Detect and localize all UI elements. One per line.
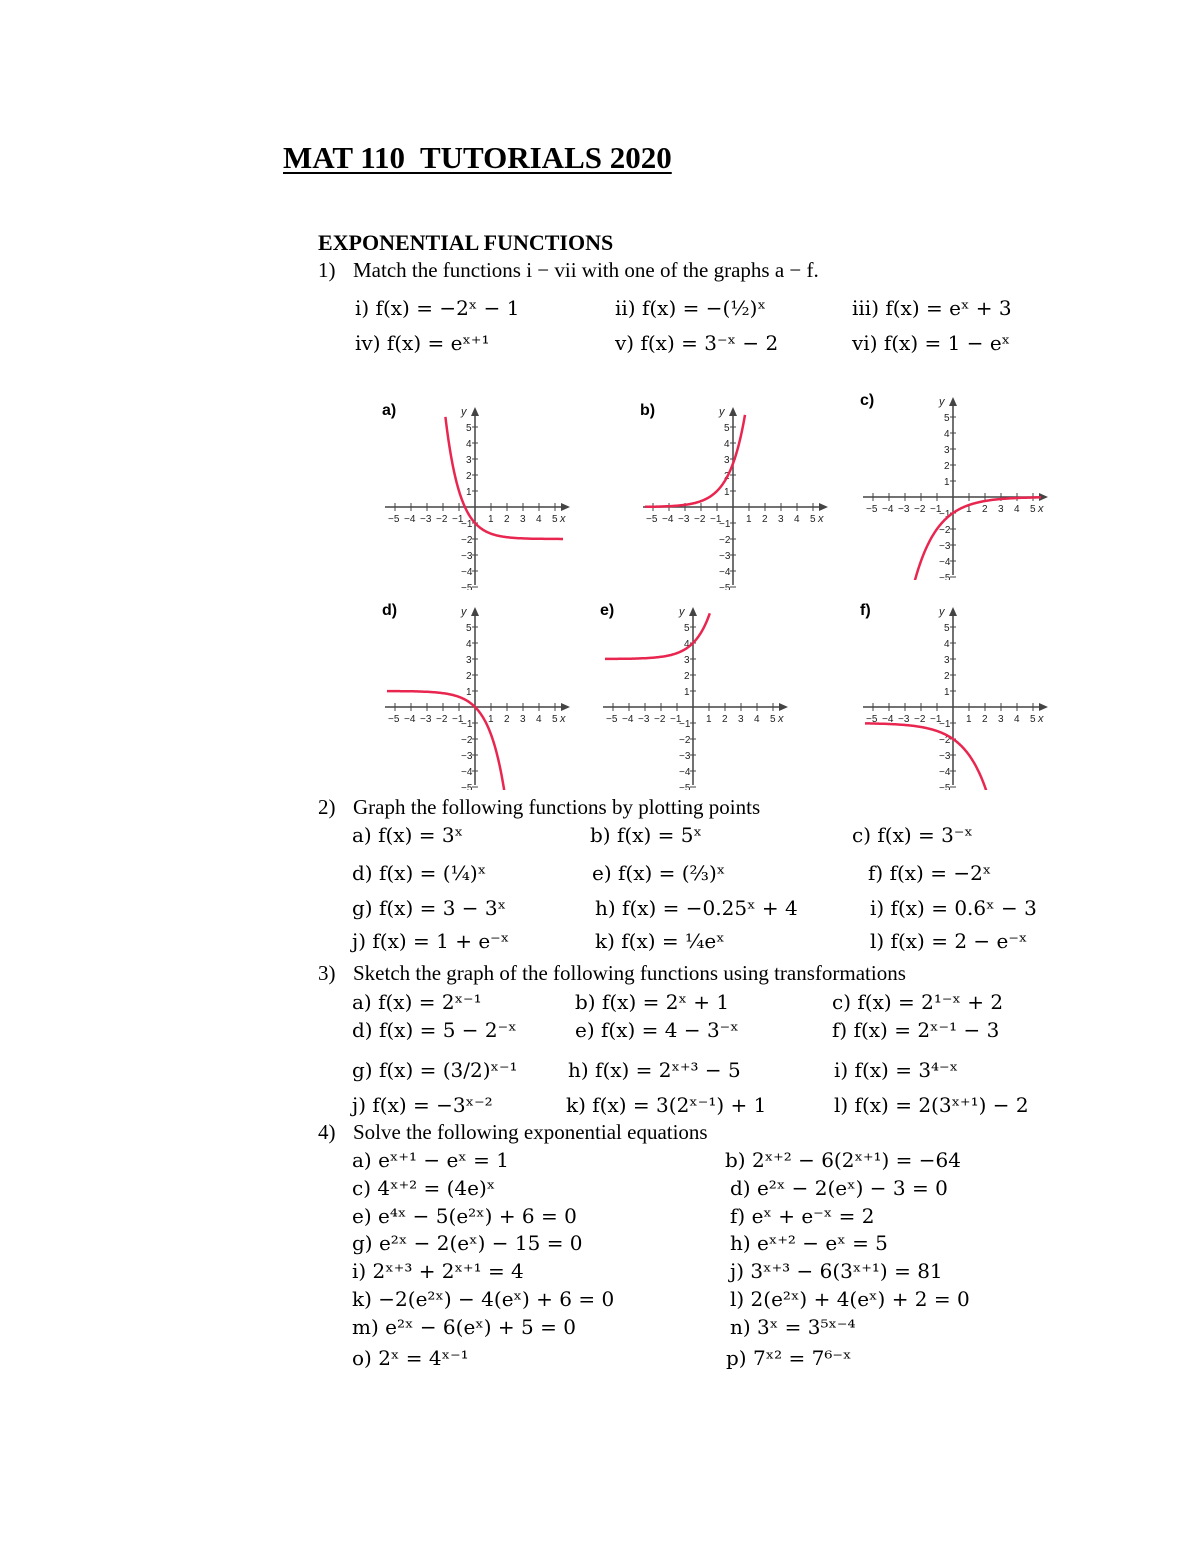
graph-axes [385, 606, 570, 790]
y-axis-label: y [461, 406, 467, 418]
y-tick-label: −1 [679, 719, 691, 730]
x-tick-label: −2 [436, 714, 448, 725]
y-tick-label: −3 [719, 551, 731, 562]
q2-item-c: c) f(x) = 3⁻ˣ [852, 823, 973, 847]
q3-item-b: b) f(x) = 2ˣ + 1 [575, 990, 730, 1014]
q4-item-j: j) 3ˣ⁺³ − 6(3ˣ⁺¹) = 81 [730, 1259, 943, 1283]
x-tick-label: −1 [670, 714, 682, 725]
y-tick-label: 1 [944, 477, 950, 488]
x-tick-label: −4 [882, 504, 894, 515]
y-tick-label: 2 [466, 671, 472, 682]
q4-item-c: c) 4ˣ⁺² = (4e)ˣ [352, 1176, 496, 1200]
x-tick-label: −3 [898, 714, 910, 725]
graph-a [380, 395, 580, 595]
x-tick-label: 3 [520, 514, 526, 525]
graph-axes [643, 406, 828, 590]
q2-item-g: g) f(x) = 3 − 3ˣ [352, 896, 507, 920]
q3-item-k: k) f(x) = 3(2ˣ⁻¹) + 1 [566, 1093, 767, 1117]
q1-item-ii: ii) f(x) = −(½)ˣ [615, 296, 766, 320]
q1-item-vi: vi) f(x) = 1 − eˣ [852, 331, 1011, 355]
graph-label: b) [640, 402, 656, 419]
q1-item-iv: iv) f(x) = eˣ⁺¹ [355, 331, 490, 355]
y-tick-label: −5 [461, 583, 473, 590]
y-tick-label: 3 [466, 455, 472, 466]
y-tick-label: −3 [939, 751, 951, 762]
y-tick-label: 3 [944, 445, 950, 456]
x-tick-label: −4 [404, 514, 416, 525]
x-tick-label: −4 [882, 714, 894, 725]
y-tick-label: 5 [944, 413, 950, 424]
y-tick-label: 4 [684, 639, 690, 650]
graph-d [380, 595, 580, 795]
question-number: 2) [318, 795, 336, 819]
graph-curve [605, 613, 710, 659]
x-tick-label: 5 [810, 514, 816, 525]
x-axis-label: x [560, 713, 566, 725]
y-tick-label: 2 [724, 471, 730, 482]
q4-item-a: a) eˣ⁺¹ − eˣ = 1 [352, 1148, 509, 1172]
question-text: Sketch the graph of the following functions using transformations [353, 961, 906, 985]
x-tick-label: −4 [662, 514, 674, 525]
x-tick-label: 1 [966, 504, 972, 515]
x-tick-label: −2 [914, 714, 926, 725]
y-tick-label: −3 [461, 751, 473, 762]
x-tick-label: 1 [488, 514, 494, 525]
y-tick-label: 4 [944, 429, 950, 440]
q3-item-i: i) f(x) = 3⁴⁻ˣ [834, 1058, 959, 1082]
question-text: Match the functions i − vii with one of the graphs a − f. [353, 258, 819, 282]
graph-c [858, 385, 1058, 585]
x-axis-label: x [1038, 503, 1044, 515]
x-tick-label: 1 [746, 514, 752, 525]
q2-item-b: b) f(x) = 5ˣ [590, 823, 702, 847]
y-tick-label: 1 [466, 687, 472, 698]
x-tick-label: −1 [452, 514, 464, 525]
y-tick-label: −5 [679, 783, 691, 790]
y-axis-label: y [719, 406, 725, 418]
graph-curve [645, 415, 745, 507]
y-tick-label: −2 [461, 735, 473, 746]
y-tick-label: −5 [719, 583, 731, 590]
question-number: 4) [318, 1120, 336, 1144]
x-tick-label: 2 [762, 514, 768, 525]
question-text: Graph the following functions by plotting points [353, 795, 761, 819]
x-tick-label: −5 [606, 714, 618, 725]
graph-axes [863, 396, 1048, 580]
y-tick-label: −1 [719, 519, 731, 530]
x-tick-label: −5 [388, 514, 400, 525]
x-tick-label: −5 [646, 514, 658, 525]
q3-item-h: h) f(x) = 2ˣ⁺³ − 5 [568, 1058, 741, 1082]
q4-item-i: i) 2ˣ⁺³ + 2ˣ⁺¹ = 4 [352, 1259, 524, 1283]
y-tick-label: −4 [679, 767, 691, 778]
y-tick-label: −5 [939, 573, 951, 580]
q3-item-d: d) f(x) = 5 − 2⁻ˣ [352, 1018, 517, 1042]
x-tick-label: −3 [898, 504, 910, 515]
y-tick-label: −4 [719, 567, 731, 578]
y-tick-label: 2 [684, 671, 690, 682]
x-tick-label: −5 [388, 714, 400, 725]
q2-item-j: j) f(x) = 1 + e⁻ˣ [352, 929, 510, 953]
q4-item-h: h) eˣ⁺² − eˣ = 5 [730, 1231, 888, 1255]
q4-item-l: l) 2(e²ˣ) + 4(eˣ) + 2 = 0 [730, 1287, 970, 1311]
y-tick-label: −4 [939, 767, 951, 778]
x-tick-label: −1 [710, 514, 722, 525]
y-tick-label: −1 [461, 519, 473, 530]
y-axis-label: y [939, 606, 945, 618]
question-number: 1) [318, 258, 336, 282]
x-tick-label: −3 [678, 514, 690, 525]
graph-axes [863, 606, 1048, 790]
question-text: Solve the following exponential equations [353, 1120, 708, 1144]
x-tick-label: 4 [536, 514, 542, 525]
y-tick-label: −4 [461, 767, 473, 778]
q2-item-l: l) f(x) = 2 − e⁻ˣ [870, 929, 1028, 953]
q4-item-p: p) 7ˣ² = 7⁶⁻ˣ [726, 1346, 852, 1370]
section-heading: EXPONENTIAL FUNCTIONS [318, 230, 614, 255]
y-tick-label: −2 [939, 525, 951, 536]
q4-item-d: d) e²ˣ − 2(eˣ) − 3 = 0 [730, 1176, 948, 1200]
graph-label: f) [860, 602, 871, 619]
x-tick-label: −2 [914, 504, 926, 515]
x-tick-label: −4 [404, 714, 416, 725]
page-title: MAT 110 TUTORIALS 2020 [283, 140, 672, 175]
q4-item-e: e) e⁴ˣ − 5(e²ˣ) + 6 = 0 [352, 1204, 577, 1228]
x-tick-label: 3 [998, 504, 1004, 515]
y-tick-label: 2 [944, 671, 950, 682]
y-tick-label: 3 [724, 455, 730, 466]
graph-label: e) [600, 602, 615, 619]
graph-curve [387, 691, 505, 790]
y-tick-label: 5 [944, 623, 950, 634]
y-tick-label: 2 [466, 471, 472, 482]
x-tick-label: 5 [552, 514, 558, 525]
x-tick-label: 2 [504, 514, 510, 525]
y-axis-label: y [679, 606, 685, 618]
x-axis-label: x [818, 513, 824, 525]
question-number: 3) [318, 961, 336, 985]
q3-item-l: l) f(x) = 2(3ˣ⁺¹) − 2 [834, 1093, 1029, 1117]
y-axis-label: y [461, 606, 467, 618]
y-tick-label: −1 [939, 509, 951, 520]
y-tick-label: 1 [466, 487, 472, 498]
y-tick-label: −3 [679, 751, 691, 762]
x-axis-label: x [778, 713, 784, 725]
y-tick-label: 4 [944, 639, 950, 650]
y-tick-label: 3 [466, 655, 472, 666]
x-tick-label: −1 [930, 504, 942, 515]
graph-f [858, 595, 1058, 795]
y-tick-label: −5 [461, 783, 473, 790]
y-tick-label: 3 [944, 655, 950, 666]
y-tick-label: 1 [684, 687, 690, 698]
x-tick-label: 2 [982, 714, 988, 725]
y-tick-label: 5 [724, 423, 730, 434]
y-tick-label: −1 [461, 719, 473, 730]
graph-e [598, 595, 798, 795]
q1-item-i: i) f(x) = −2ˣ − 1 [355, 296, 520, 320]
x-tick-label: 3 [998, 714, 1004, 725]
q4-item-f: f) eˣ + e⁻ˣ = 2 [730, 1204, 875, 1228]
y-tick-label: 3 [684, 655, 690, 666]
x-tick-label: −5 [866, 714, 878, 725]
x-tick-label: 4 [794, 514, 800, 525]
x-tick-label: −4 [622, 714, 634, 725]
x-tick-label: 5 [552, 714, 558, 725]
y-tick-label: −2 [461, 535, 473, 546]
x-tick-label: 5 [1030, 714, 1036, 725]
x-tick-label: −3 [420, 514, 432, 525]
x-tick-label: 4 [1014, 504, 1020, 515]
q2-item-e: e) f(x) = (⅔)ˣ [592, 861, 726, 885]
y-tick-label: −5 [939, 783, 951, 790]
x-tick-label: 5 [1030, 504, 1036, 515]
q3-item-f: f) f(x) = 2ˣ⁻¹ − 3 [832, 1018, 1000, 1042]
q2-item-f: f) f(x) = −2ˣ [868, 861, 992, 885]
y-tick-label: −3 [461, 551, 473, 562]
q4-item-g: g) e²ˣ − 2(eˣ) − 15 = 0 [352, 1231, 583, 1255]
x-tick-label: 2 [982, 504, 988, 515]
y-tick-label: −2 [679, 735, 691, 746]
y-tick-label: −1 [939, 719, 951, 730]
x-tick-label: 2 [722, 714, 728, 725]
q2-item-a: a) f(x) = 3ˣ [352, 823, 464, 847]
x-tick-label: 1 [706, 714, 712, 725]
graph-b [638, 395, 838, 595]
y-tick-label: −2 [719, 535, 731, 546]
y-tick-label: −4 [939, 557, 951, 568]
y-tick-label: −2 [939, 735, 951, 746]
y-tick-label: 5 [684, 623, 690, 634]
q4-item-b: b) 2ˣ⁺² − 6(2ˣ⁺¹) = −64 [725, 1148, 961, 1172]
y-tick-label: 1 [724, 487, 730, 498]
x-tick-label: 5 [770, 714, 776, 725]
y-axis-label: y [939, 396, 945, 408]
y-tick-label: −3 [939, 541, 951, 552]
x-tick-label: 4 [536, 714, 542, 725]
x-tick-label: −2 [694, 514, 706, 525]
graph-label: d) [382, 602, 398, 619]
graph-label: a) [382, 402, 397, 419]
x-tick-label: 4 [754, 714, 760, 725]
x-axis-label: x [560, 513, 566, 525]
x-tick-label: 3 [778, 514, 784, 525]
q1-item-iii: iii) f(x) = eˣ + 3 [852, 296, 1012, 320]
x-tick-label: −1 [930, 714, 942, 725]
y-tick-label: 5 [466, 623, 472, 634]
graph-curve [865, 723, 988, 790]
q4-item-m: m) e²ˣ − 6(eˣ) + 5 = 0 [352, 1315, 576, 1339]
x-tick-label: −2 [654, 714, 666, 725]
graph-axes [603, 606, 788, 790]
x-tick-label: −1 [452, 714, 464, 725]
q3-item-c: c) f(x) = 2¹⁻ˣ + 2 [832, 990, 1004, 1014]
x-tick-label: −2 [436, 514, 448, 525]
y-tick-label: 4 [466, 639, 472, 650]
x-tick-label: −3 [420, 714, 432, 725]
y-tick-label: 2 [944, 461, 950, 472]
x-tick-label: 2 [504, 714, 510, 725]
y-tick-label: −4 [461, 567, 473, 578]
x-tick-label: 4 [1014, 714, 1020, 725]
x-tick-label: −5 [866, 504, 878, 515]
x-tick-label: −3 [638, 714, 650, 725]
q3-item-g: g) f(x) = (3/2)ˣ⁻¹ [352, 1058, 518, 1082]
x-axis-label: x [1038, 713, 1044, 725]
x-tick-label: 3 [738, 714, 744, 725]
graph-axes [385, 406, 570, 590]
y-tick-label: 5 [466, 423, 472, 434]
x-tick-label: 3 [520, 714, 526, 725]
q2-item-h: h) f(x) = −0.25ˣ + 4 [595, 896, 798, 920]
graph-label: c) [860, 392, 875, 409]
q3-item-a: a) f(x) = 2ˣ⁻¹ [352, 990, 482, 1014]
y-tick-label: 4 [724, 439, 730, 450]
q1-item-v: v) f(x) = 3⁻ˣ − 2 [615, 331, 779, 355]
q2-item-d: d) f(x) = (¼)ˣ [352, 861, 487, 885]
q4-item-k: k) −2(e²ˣ) − 4(eˣ) + 6 = 0 [352, 1287, 615, 1311]
x-tick-label: 1 [966, 714, 972, 725]
q3-item-j: j) f(x) = −3ˣ⁻² [352, 1093, 493, 1117]
q2-item-k: k) f(x) = ¼eˣ [595, 929, 725, 953]
q3-item-e: e) f(x) = 4 − 3⁻ˣ [575, 1018, 739, 1042]
y-tick-label: 1 [944, 687, 950, 698]
y-tick-label: 4 [466, 439, 472, 450]
x-tick-label: 1 [488, 714, 494, 725]
q4-item-n: n) 3ˣ = 3⁵ˣ⁻⁴ [730, 1315, 856, 1339]
q4-item-o: o) 2ˣ = 4ˣ⁻¹ [352, 1346, 469, 1370]
q2-item-i: i) f(x) = 0.6ˣ − 3 [870, 896, 1037, 920]
